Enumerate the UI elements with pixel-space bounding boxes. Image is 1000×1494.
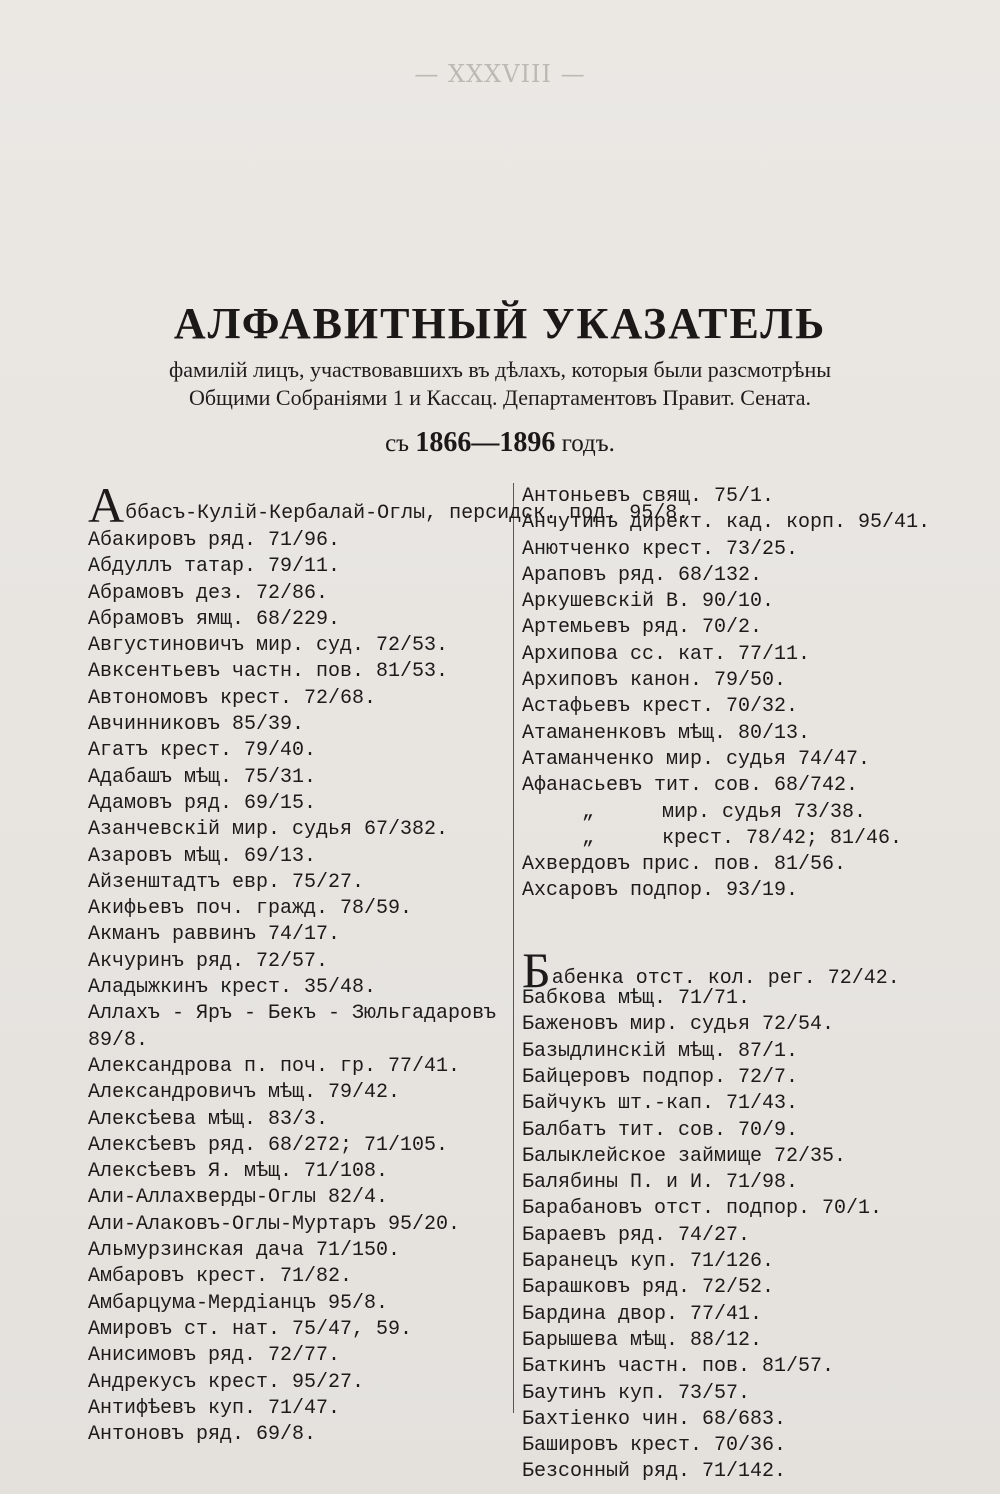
index-entry: Балбатъ тит. сов. 70/9. — [522, 1118, 799, 1142]
ditto-mark: „ — [582, 800, 595, 824]
index-entry: Атаманченко мир. судья 74/47. — [522, 747, 871, 771]
index-entry: Али-Алаковъ-Оглы-Муртаръ 95/20. — [88, 1212, 461, 1236]
index-entry: Бахтіенко чин. 68/683. — [522, 1407, 787, 1431]
index-entry: Ахсаровъ подпор. 93/19. — [522, 879, 799, 903]
index-entry: Артемьевъ ряд. 70/2. — [522, 616, 763, 640]
index-entry: Барышева мѣщ. 88/12. — [522, 1328, 763, 1352]
index-entry: Байчукъ шт.-кап. 71/43. — [522, 1092, 799, 1116]
index-entry-ditto — [522, 826, 962, 852]
index-entry: Азанчевскій мир. судья 67/382. — [88, 818, 449, 842]
index-entry: Афанасьевъ тит. сов. 68/742. — [522, 774, 859, 798]
index-entry: Безсонный ряд. 71/142. — [522, 1460, 787, 1484]
entry-text: мир. судья 73/38. — [662, 800, 867, 824]
page-number: — XXXVIII — — [414, 60, 586, 88]
index-entry: Абдуллъ татар. 79/11. — [88, 555, 341, 579]
drop-cap-letter-b: Б — [522, 941, 551, 998]
index-entry: Барабановъ отст. подпор. 70/1. — [522, 1197, 883, 1221]
index-entry: Авчинниковъ 85/39. — [88, 713, 305, 737]
index-entry: Александрова п. поч. гр. 77/41. — [88, 1054, 461, 1078]
index-entry: Атаманенковъ мѣщ. 80/13. — [522, 721, 811, 745]
index-entry: Бардина двор. 77/41. — [522, 1302, 763, 1326]
index-entry: Августиновичъ мир. суд. 72/53. — [88, 634, 449, 658]
index-entry: Алексѣевъ ряд. 68/272; 71/105. — [88, 1133, 449, 1157]
index-entry: Автономовъ крест. 72/68. — [88, 686, 377, 710]
index-entry: Ахвердовъ прис. пов. 81/56. — [522, 853, 847, 877]
index-entry: Байцеровъ подпор. 72/7. — [522, 1065, 799, 1089]
index-entry: Аркушевскій В. 90/10. — [522, 590, 775, 614]
ditto-entry-list — [522, 800, 962, 853]
index-entry: Архиповъ канон. 79/50. — [522, 669, 787, 693]
index-entry: Баутинъ куп. 73/57. — [522, 1381, 751, 1405]
subtitle-line-1: фамилій лицъ, участвовавшихъ въ дѣлахъ, которыя были разсмотрѣны — [168, 357, 832, 382]
index-entry: Амбарцума-Мердіанцъ 95/8. — [88, 1291, 389, 1315]
entry-text: ббасъ-Кулій-Кербалай-Оглы, персидск. под. 95/8. — [125, 502, 690, 525]
index-entry: Базыдлинскій мѣщ. 87/1. — [522, 1039, 799, 1063]
left-entry-list — [88, 528, 508, 1448]
index-entry: Архипова сс. кат. 77/11. — [522, 642, 811, 666]
right-entry-list-continued — [522, 852, 962, 905]
index-entry: Бараевъ ряд. 74/27. — [522, 1223, 751, 1247]
index-entry: Азаровъ мѣщ. 69/13. — [88, 844, 317, 868]
index-entry: Андрекусъ крест. 95/27. — [88, 1370, 365, 1394]
years-range: 1866—1896 — [415, 427, 556, 458]
index-entry: Александровичъ мѣщ. 79/42. — [88, 1081, 401, 1105]
section-gap — [522, 905, 962, 960]
index-entry: Айзенштадтъ евр. 75/27. — [88, 870, 365, 894]
index-entry: Анчутинъ директ. кад. корп. 95/41. — [522, 511, 931, 535]
index-entry: Амбаровъ крест. 71/82. — [88, 1265, 353, 1289]
right-column — [522, 484, 962, 1486]
index-entry: Авксентьевъ частн. пов. 81/53. — [88, 660, 449, 684]
index-entry: Баткинъ частн. пов. 81/57. — [522, 1355, 835, 1379]
index-entry: Бабкова мѣщ. 71/71. — [522, 987, 751, 1011]
b-entry-list — [522, 986, 962, 1486]
entry-text: абенка отст. кол. рег. 72/42. — [551, 966, 900, 990]
index-entry: Араповъ ряд. 68/132. — [522, 563, 763, 587]
index-entry-b-first — [522, 941, 962, 998]
subtitle-line-2: Общими Собраніями 1 и Кассац. Департаментовъ Правит. Сената. — [188, 385, 812, 410]
index-entry: Акчуринъ ряд. 72/57. — [88, 949, 329, 973]
years-prefix: съ — [385, 430, 410, 457]
page-title: АЛФАВИТНЫЙ УКАЗАТЕЛЬ — [173, 299, 827, 348]
index-entry: Баженовъ мир. судья 72/54. — [522, 1013, 835, 1037]
index-entry: Антоньевъ свящ. 75/1. — [522, 485, 775, 508]
index-entry: Аладыжкинъ крест. 35/48. — [88, 976, 377, 1000]
index-entry: Барашковъ ряд. 72/52. — [522, 1276, 775, 1300]
index-entry: Агатъ крест. 79/40. — [88, 739, 317, 763]
index-entry: Абрамовъ ямщ. 68/229. — [88, 607, 341, 631]
index-entry: Балыклейское займище 72/35. — [522, 1144, 847, 1168]
entry-text: крест. 78/42; 81/46. — [662, 826, 903, 850]
index-entry: Анютченко крест. 73/25. — [522, 537, 799, 561]
ditto-mark: „ — [582, 826, 595, 850]
column-divider — [513, 483, 514, 1413]
index-entry: Адабашъ мѣщ. 75/31. — [88, 765, 317, 789]
index-entry: Балябины П. и И. 71/98. — [522, 1171, 799, 1195]
index-entry: Альмурзинская дача 71/150. — [88, 1239, 401, 1263]
drop-cap-letter: А — [88, 477, 125, 533]
index-entry: Аллахъ - Яръ - Бекъ - Зюльгадаровъ 89/8. — [88, 1002, 497, 1052]
index-entry: Башировъ крест. 70/36. — [522, 1434, 787, 1458]
right-entry-list — [522, 484, 962, 800]
years-heading — [0, 427, 1000, 459]
index-entry: Акманъ раввинъ 74/17. — [88, 923, 341, 947]
index-entry: Адамовъ ряд. 69/15. — [88, 791, 317, 815]
index-entry-ditto — [522, 800, 962, 826]
index-entry: Алексѣева мѣщ. 83/3. — [88, 1107, 329, 1131]
index-entry: Алексѣевъ Я. мѣщ. 71/108. — [88, 1160, 389, 1184]
years-suffix: годъ. — [561, 430, 615, 457]
index-entry: Абрамовъ дез. 72/86. — [88, 581, 329, 605]
index-entry: Амировъ ст. нат. 75/47, 59. — [88, 1317, 413, 1341]
index-entry: Анисимовъ ряд. 72/77. — [88, 1344, 341, 1368]
index-entry: Акифьевъ поч. гражд. 78/59. — [88, 897, 413, 921]
index-entry: Абакировъ ряд. 71/96. — [88, 529, 341, 552]
index-entry: Али-Аллахверды-Оглы 82/4. — [88, 1186, 389, 1210]
index-entry: Астафьевъ крест. 70/32. — [522, 695, 799, 719]
index-entry: Баранецъ куп. 71/126. — [522, 1250, 775, 1274]
index-entry: Антоновъ ряд. 69/8. — [88, 1423, 317, 1447]
index-entry: Антифѣевъ куп. 71/47. — [88, 1396, 341, 1420]
